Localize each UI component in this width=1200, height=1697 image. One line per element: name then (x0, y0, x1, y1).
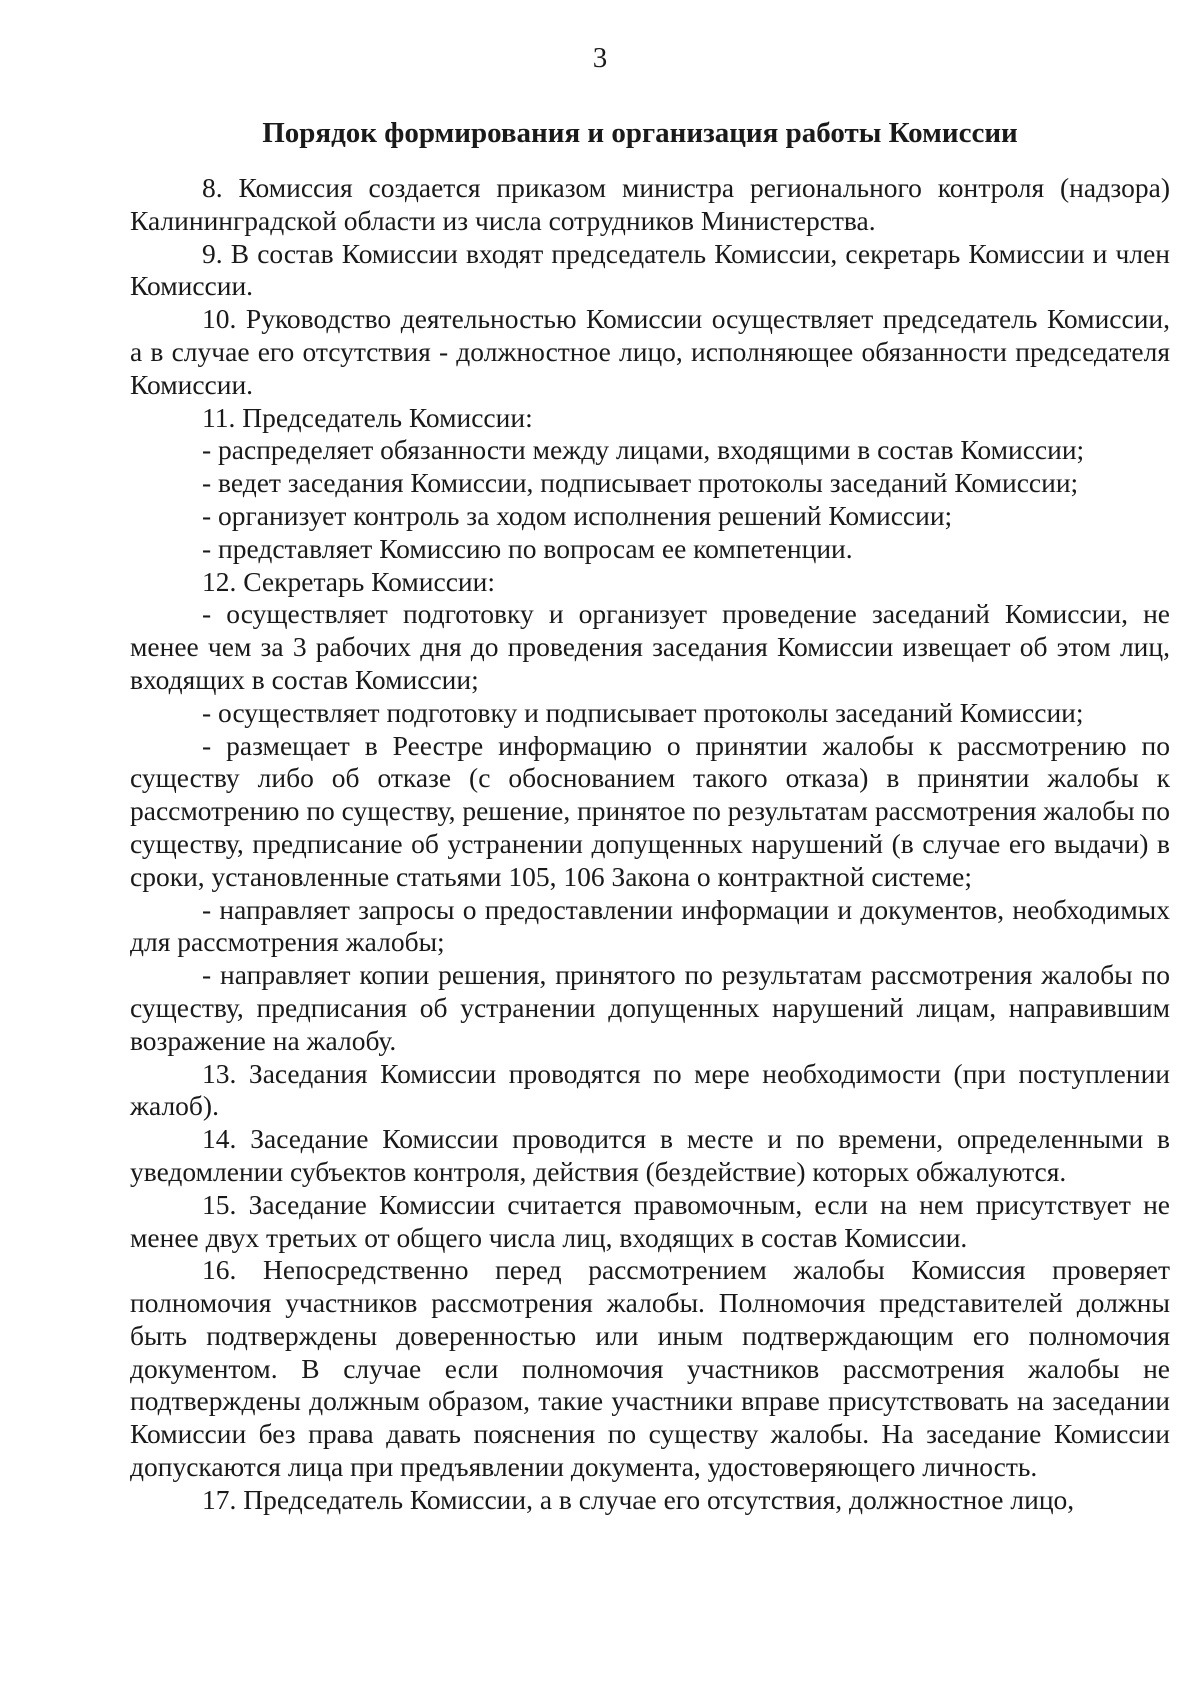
paragraph-9: 9. В состав Комиссии входят председатель Комиссии, секретарь Комиссии и член Комиссии. (130, 237, 1170, 302)
paragraph-8: 8. Комиссия создается приказом министра регионального контроля (надзора) Калининградской области из числа сотрудников Министерства. (130, 172, 1170, 236)
paragraph-10: 10. Руководство деятельностью Комиссии осуществляет председатель Комиссии, а в случае его отсутствия - должностное лицо, исполняющее обязанности председателя Комиссии. (130, 303, 1170, 400)
list-item: - направляет копии решения, принятого по результатам рассмотрения жалобы по существу, предписания об устранении допущенных нарушений лицам, направившим возражение на жалобу. (130, 959, 1170, 1056)
paragraph-14: 14. Заседание Комиссии проводится в месте и по времени, определенными в уведомлении субъектов контроля, действия (бездействие) которых обжалуются. (130, 1123, 1170, 1187)
list-item: - ведет заседания Комиссии, подписывает протоколы заседаний Комиссии; (202, 467, 1079, 499)
paragraph-13: 13. Заседания Комиссии проводятся по мере необходимости (при поступлении жалоб). (130, 1057, 1170, 1122)
page-number: 3 (592, 42, 608, 74)
paragraph-17: 17. Председатель Комиссии, а в случае его отсутствия, должностное лицо, (202, 1483, 1075, 1515)
list-item: - направляет запросы о предоставлении информации и документов, необходимых для рассмотрения жалобы; (130, 893, 1170, 958)
list-item: - организует контроль за ходом исполнения решений Комиссии; (202, 499, 953, 531)
list-item: - осуществляет подготовку и организует проведение заседаний Комиссии, не менее чем за 3 рабочих дня до проведения заседания Комиссии извещает об этом лиц, входящих в состав Комиссии; (130, 598, 1170, 695)
paragraph-16: 16. Непосредственно перед рассмотрением жалобы Комиссия проверяет полномочия участников рассмотрения жалобы. Полномочия представителей должны быть подтверждены доверенностью или иным подтверждающим его полномочия документом. В случае если полномочия участников рассмотрения жалобы не подтверждены должным образом, такие участники вправе присутствовать на заседании Комиссии без права давать пояснения по существу жалобы. На заседание Комиссии допускаются лица при предъявлении документа, удостоверяющего личность. (130, 1254, 1170, 1483)
list-item: - осуществляет подготовку и подписывает протоколы заседаний Комиссии; (202, 696, 1084, 728)
paragraph-11: 11. Председатель Комиссии: (202, 401, 533, 433)
list-item: - размещает в Реестре информацию о принятии жалобы к рассмотрению по существу либо об отказе (с обоснованием такого отказа) в принятии жалобы к рассмотрению по существу, решение, принятое по результатам рассмотрения жалобы по существу, предписание об устранении допущенных нарушений (в случае его выдачи) в сроки, установленные статьями 105, 106 Закона о контрактной системе; (130, 729, 1170, 892)
paragraph-12: 12. Секретарь Комиссии: (202, 565, 495, 597)
document-body (130, 172, 1170, 1517)
list-item: - представляет Комиссию по вопросам ее компетенции. (202, 532, 853, 564)
section-heading: Порядок формирования и организация работы Комиссии (262, 117, 1018, 149)
list-item: - распределяет обязанности между лицами, входящими в состав Комиссии; (202, 434, 1085, 466)
paragraph-15: 15. Заседание Комиссии считается правомочным, если на нем присутствует не менее двух третьих от общего числа лиц, входящих в состав Комиссии. (130, 1188, 1170, 1253)
